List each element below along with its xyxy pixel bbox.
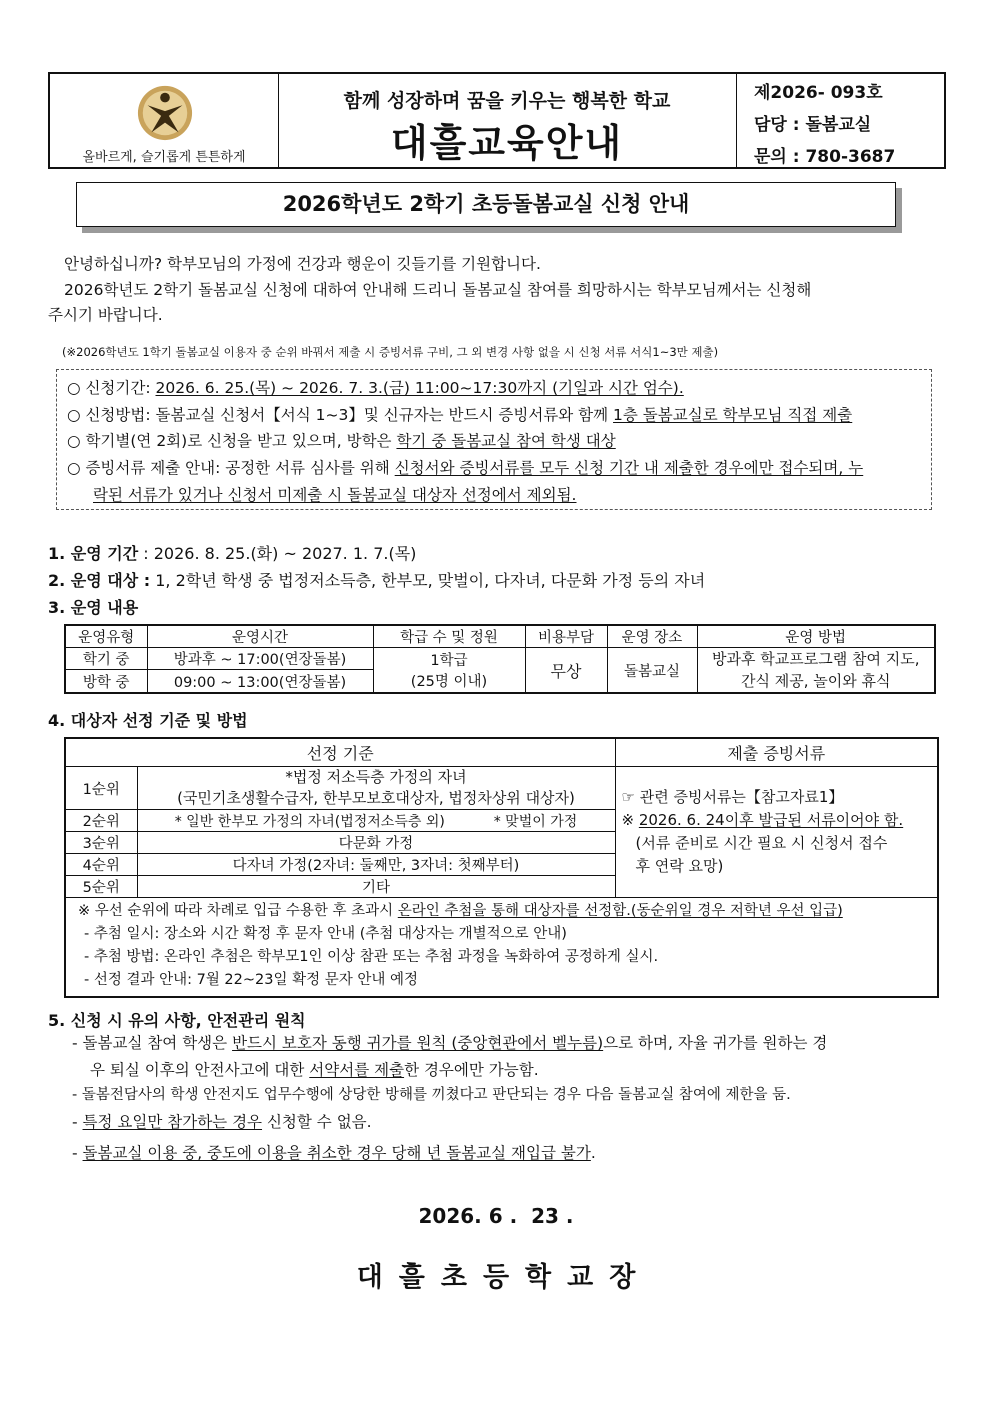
selection-note-4: - 선정 결과 안내: 7월 22~23일 확정 문자 안내 예정	[84, 972, 418, 988]
rank-5-criteria: 기타	[137, 876, 615, 898]
item-1-line-2-end: 한 경우에만 가능함.	[404, 1061, 539, 1079]
notice-semester	[67, 429, 616, 451]
documents-line-4: 후 연락 요망)	[635, 857, 724, 875]
notice-documents-emphasis: 신청서와 증빙서류를 모두 신청 기간 내 제출한 경우에만 접수되며, 누	[394, 459, 864, 477]
classes-count: 1학급	[430, 653, 468, 669]
intro-body-end: 주시기 바랍니다.	[48, 306, 163, 324]
item-1-text: - 돌봄교실 참여 학생은	[72, 1034, 233, 1052]
notice-period-label: ○ 신청기간:	[67, 379, 156, 397]
item-1-line-2	[72, 1057, 944, 1084]
intro-body: 2026학년도 2학기 돌봄교실 신청에 대하여 안내해 드리니 돌봄교실 참여를 희망하시는 학부모님께서는 신청해	[64, 281, 812, 299]
intro-note: (※2026학년도 1학기 돌봄교실 이용자 중 순위 바꿔서 제출 시 증빙서류 구비, 그 외 변경 사항 없을 시 신청 서류 서식1~3만 제출)	[62, 345, 719, 359]
header-box	[48, 72, 946, 169]
selection-table-header	[65, 738, 938, 767]
col-header-classes: 학급 수 및 정원	[373, 625, 525, 648]
section-5-item-2: - 돌봄전담사의 학생 안전지도 업무수행에 상당한 방해를 끼쳤다고 판단되는 경우 다음 돌봄교실 참여에 제한을 둠.	[72, 1087, 791, 1103]
header-title-cell	[278, 74, 737, 167]
documents-line-3: (서류 준비로 시간 필요 시 신청서 접수	[635, 834, 888, 852]
rank-1-line-2: (국민기초생활수급자, 한부모보호대상자, 법정차상위 대상자)	[177, 789, 575, 807]
method-cell	[697, 648, 935, 694]
section-5-label: 5. 신청 시 유의 사항, 안전관리 원칙	[48, 1011, 306, 1030]
selection-notes-cell	[65, 898, 938, 998]
item-3-text: 신청할 수 없음.	[262, 1113, 372, 1131]
rank-1: 1순위	[65, 767, 137, 810]
notice-period	[67, 376, 684, 398]
contact-person: 담당 : 돌봄교실	[754, 115, 872, 135]
notice-semester-emphasis: 학기 중 돌봄교실 참여 학생 대상	[396, 432, 616, 450]
newsletter-title: 대흘교육안내	[390, 121, 624, 165]
item-1-line-2-text: 우 퇴실 이후의 안전사고에 대한	[90, 1061, 310, 1079]
item-1-pledge: 서약서를 제출	[309, 1061, 405, 1079]
documents-line-1: ☞ 관련 증빙서류는【참고자료1】	[621, 788, 844, 806]
selection-note-2: - 추첨 일시: 장소와 시간 확정 후 문자 안내 (추첨 대상자는 개별적으로 안내)	[84, 926, 567, 942]
section-4-label: 4. 대상자 선정 기준 및 방법	[48, 711, 248, 730]
section-3-label: 3. 운영 내용	[48, 598, 139, 617]
school-logo-icon	[136, 84, 194, 142]
item-1-line-1	[72, 1030, 944, 1057]
section-operation-period	[48, 541, 416, 564]
document-date: 2026. 6 . 23 .	[418, 1204, 574, 1228]
selection-note-3: - 추첨 방법: 온라인 추첨은 학부모1인 이상 참관 또는 추첨 과정을 녹화하여 공정하게 실시.	[84, 949, 659, 965]
section-1-label: 1. 운영 기간	[48, 544, 139, 563]
notice-documents-cont	[93, 483, 577, 505]
notice-documents-emphasis-cont: 락된 서류가 있거나 신청서 미제출 시 돌봄교실 대상자 선정에서 제외됨.	[93, 486, 577, 504]
intro-greeting: 안녕하십니까? 학부모님의 가정에 건강과 행운이 깃들기를 기원합니다.	[64, 255, 541, 273]
col-header-criteria: 선정 기준	[65, 738, 615, 767]
cost-cell: 무상	[525, 648, 607, 694]
method-line-2: 간식 제공, 놀이와 휴식	[741, 672, 891, 690]
section-2-label: 2. 운영 대상 :	[48, 571, 151, 590]
section-1-value: : 2026. 8. 25.(화) ~ 2027. 1. 7.(목)	[138, 544, 417, 563]
rank-4-criteria: 다자녀 가정(2자녀: 둘째만, 3자녀: 첫째부터)	[137, 854, 615, 876]
operation-table	[64, 624, 936, 694]
school-motto: 올바르게, 슬기롭게 튼튼하게	[82, 150, 246, 165]
item-1-text-cont: 으로 하며, 자율 귀가를 원하는 경	[603, 1034, 828, 1052]
documents-line-2	[622, 809, 938, 832]
item-4-dash: -	[72, 1144, 83, 1162]
operation-table-header	[65, 625, 935, 648]
rank-5: 5순위	[65, 876, 137, 898]
section-5-item-4	[72, 1141, 596, 1163]
document-number: 제2026- 093호	[754, 83, 883, 103]
item-4-emphasis: 돌봄교실 이용 중, 중도에 이용을 취소한 경우 당해 년 돌봄교실 재입급 불가	[82, 1144, 591, 1162]
place-cell: 돌봄교실	[607, 648, 697, 694]
item-1-emphasis: 반드시 보호자 동행 귀가를 원칙 (중앙현관에서 벨누름)	[232, 1034, 604, 1052]
section-5-item-1	[72, 1030, 944, 1084]
col-header-type: 운영유형	[65, 625, 147, 648]
selection-criteria-table	[64, 737, 939, 998]
contact-phone: 문의 : 780-3687	[754, 147, 896, 167]
notice-box	[56, 369, 932, 510]
col-header-cost: 비용부담	[525, 625, 607, 648]
table-row	[65, 767, 938, 810]
principal-signature: 대흘초등학교장	[356, 1262, 652, 1293]
rank-2-dual-income: * 맞벌이 가정	[493, 813, 578, 830]
notice-documents-text: ○ 증빙서류 제출 안내: 공정한 서류 심사를 위해	[67, 459, 395, 477]
item-4-end: .	[590, 1144, 596, 1162]
notice-documents	[67, 456, 863, 478]
documents-date-requirement: 2026. 6. 24이후 발급된 서류이어야 함.	[638, 811, 904, 829]
selection-note-1-emphasis: 온라인 추첨을 통해 대상자를 선정함.(동순위일 경우 저학년 우선 입급)	[397, 903, 843, 919]
notice-period-value: 2026. 6. 25.(목) ~ 2026. 7. 3.(금) 11:00~17:30까지 (기일과 시간 엄수).	[155, 379, 684, 397]
col-header-time: 운영시간	[147, 625, 373, 648]
method-line-1: 방과후 학교프로그램 참여 지도,	[712, 650, 920, 668]
selection-note-1-text: ※ 우선 순위에 따라 차례로 입급 수용한 후 초과시	[78, 903, 398, 919]
rank-1-line-1: *법정 저소득층 가정의 자녀	[285, 768, 467, 786]
classes-cell	[373, 648, 525, 694]
selection-note-1	[78, 900, 937, 923]
row-vacation-type: 방학 중	[65, 670, 147, 693]
header-logo-cell	[50, 74, 279, 167]
rank-2-criteria	[137, 810, 615, 832]
notice-semester-text: ○ 학기별(연 2회)로 신청을 받고 있으며, 방학은	[67, 432, 397, 450]
row-vacation-time: 09:00 ~ 13:00(연장돌봄)	[147, 670, 373, 693]
documents-cell	[615, 767, 938, 898]
notice-method-text: ○ 신청방법: 돌봄교실 신청서【서식 1~3】및 신규자는 반드시 증빙서류와 함께	[67, 406, 614, 424]
notice-method-emphasis: 1층 돌봄교실로 학부모님 직접 제출	[613, 406, 853, 424]
rank-2: 2순위	[65, 810, 137, 832]
col-header-method: 운영 방법	[697, 625, 935, 648]
section-5-item-3	[72, 1110, 372, 1132]
col-header-place: 운영 장소	[607, 625, 697, 648]
col-header-documents: 제출 증빙서류	[615, 738, 938, 767]
rank-3-criteria: 다문화 가정	[137, 832, 615, 854]
rank-1-criteria	[137, 767, 615, 810]
notice-method	[67, 403, 852, 425]
document-title: 2026학년도 2학기 초등돌봄교실 신청 안내	[76, 182, 896, 227]
school-slogan: 함께 성장하며 꿈을 키우는 행복한 학교	[343, 90, 671, 112]
section-2-value: 1, 2학년 학생 중 법정저소득층, 한부모, 맞벌이, 다자녀, 다문화 가정 등의 자녀	[150, 571, 706, 590]
table-row	[65, 898, 938, 998]
table-row	[65, 648, 935, 670]
section-operation-target	[48, 568, 705, 591]
documents-note-mark: ※	[621, 811, 639, 829]
rank-4: 4순위	[65, 854, 137, 876]
item-3-emphasis: 특정 요일만 참가하는 경우	[82, 1113, 263, 1131]
rank-2-single-parent: * 일반 한부모 가정의 자녀(법정저소득층 외)	[174, 813, 445, 830]
header-meta-cell	[736, 74, 944, 167]
classes-capacity: (25명 이내)	[410, 674, 488, 690]
rank-3: 3순위	[65, 832, 137, 854]
row-semester-time: 방과후 ~ 17:00(연장돌봄)	[147, 648, 373, 670]
item-3-dash: -	[72, 1113, 83, 1131]
row-semester-type: 학기 중	[65, 648, 147, 670]
